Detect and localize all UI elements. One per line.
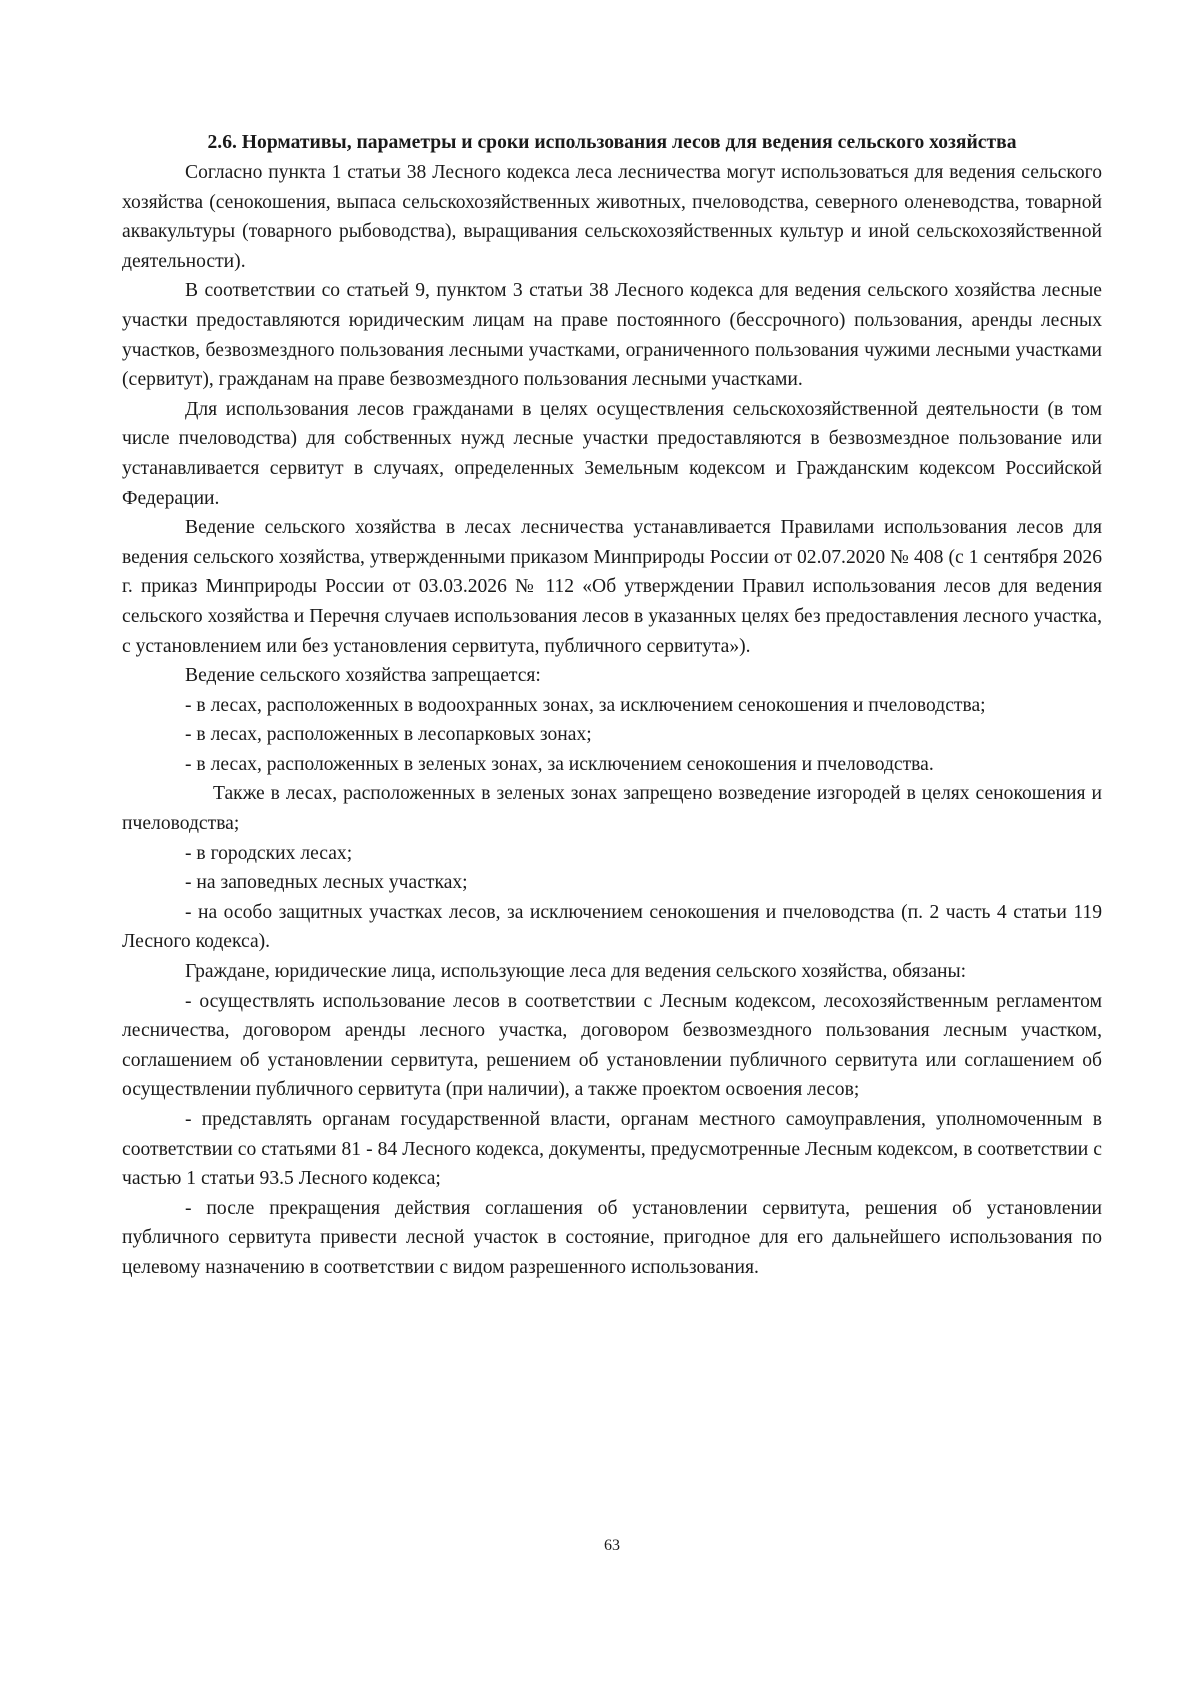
page-number: 63 [604, 1537, 620, 1554]
paragraph-obligations-intro: Граждане, юридические лица, использующие леса для ведения сельского хозяйства, обязаны: [185, 961, 967, 983]
list-item-reserved-plots: - на заповедных лесных участках; [185, 872, 468, 894]
section-heading: 2.6. Нормативы, параметры и сроки использования лесов для ведения сельского хозяйства [207, 132, 1017, 153]
list-item-obligation-compliance: - осуществлять использование лесов в соответствии с Лесным кодексом, лесохозяйственным регламентом лесничества, договором аренды лесного участка, договором безвозмездного пользования лесным участком, соглашением об установлении сервитута, решением об установлении публичного сервитута или соглашением об осуществлении публичного сервитута (при наличии), а также проектом освоения лесов; [122, 990, 1102, 1101]
document-page [122, 128, 1102, 1554]
list-item-forest-park-zones: - в лесах, расположенных в лесопарковых зонах; [185, 724, 592, 746]
list-item-obligation-restoration: - после прекращения действия соглашения об установлении сервитута, решения об установлении публичного сервитута привести лесной участок в состояние, пригодное для его дальнейшего использования по целевому назначению в соответствии с видом разрешенного использования. [122, 1197, 1102, 1278]
list-item-city-forests: - в городских лесах; [185, 842, 353, 864]
paragraph-prohibited-intro: Ведение сельского хозяйства запрещается: [185, 665, 541, 687]
list-item-protected-plots: - на особо защитных участках лесов, за исключением сенокошения и пчеловодства (п. 2 часть 4 статьи 119 Лесного кодекса). [122, 901, 1102, 953]
paragraph-legal-entities-rights: В соответствии со статьей 9, пунктом 3 статьи 38 Лесного кодекса для ведения сельского хозяйства лесные участки предоставляются юридическим лицам на праве постоянного (бессрочного) пользования, аренды лесных участков, безвозмездного пользования лесными участками, ограниченного пользования чужими лесными участками (сервитут), гражданам на праве безвозмездного пользования лесными участками. [122, 280, 1102, 391]
paragraph-agriculture-purposes: Согласно пункта 1 статьи 38 Лесного кодекса леса лесничества могут использоваться для ведения сельского хозяйства (сенокошения, выпаса сельскохозяйственных животных, пчеловодства, северного оленеводства, товарной аквакультуры (товарного рыбоводства), выращивания сельскохозяйственных культур и иной сельскохозяйственной деятельности). [122, 162, 1102, 272]
list-item-obligation-documents: - представлять органам государственной власти, органам местного самоуправления, уполномоченным в соответствии со статьями 81 - 84 Лесного кодекса, документы, предусмотренные Лесным кодексом, в соответствии с частью 1 статьи 93.5 Лесного кодекса; [122, 1109, 1102, 1190]
paragraph-fences-prohibited: Также в лесах, расположенных в зеленых зонах запрещено возведение изгородей в целях сенокошения и пчеловодства; [122, 783, 1102, 835]
paragraph-citizens-use: Для использования лесов гражданами в целях осуществления сельскохозяйственной деятельности (в том числе пчеловодства) для собственных нужд лесные участки предоставляются в безвозмездное пользование или устанавливается сервитут в случаях, определенных Земельным кодексом и Гражданским кодексом Российской Федерации. [122, 398, 1102, 509]
paragraph-rules-reference: Ведение сельского хозяйства в лесах лесничества устанавливается Правилами использования лесов для ведения сельского хозяйства, утвержденными приказом Минприроды России от 02.07.2020 № 408 (с 1 сентября 2026 г. приказ Минприроды России от 03.03.2026 № 112 «Об утверждении Правил использования лесов для ведения сельского хозяйства и Перечня случаев использования лесов в указанных целях без предоставления лесного участка, с установлением или без установления сервитута, публичного сервитута»). [122, 517, 1102, 657]
list-item-green-zones: - в лесах, расположенных в зеленых зонах, за исключением сенокошения и пчеловодства. [185, 753, 934, 775]
list-item-water-protection-zones: - в лесах, расположенных в водоохранных зонах, за исключением сенокошения и пчеловодства; [185, 694, 986, 716]
